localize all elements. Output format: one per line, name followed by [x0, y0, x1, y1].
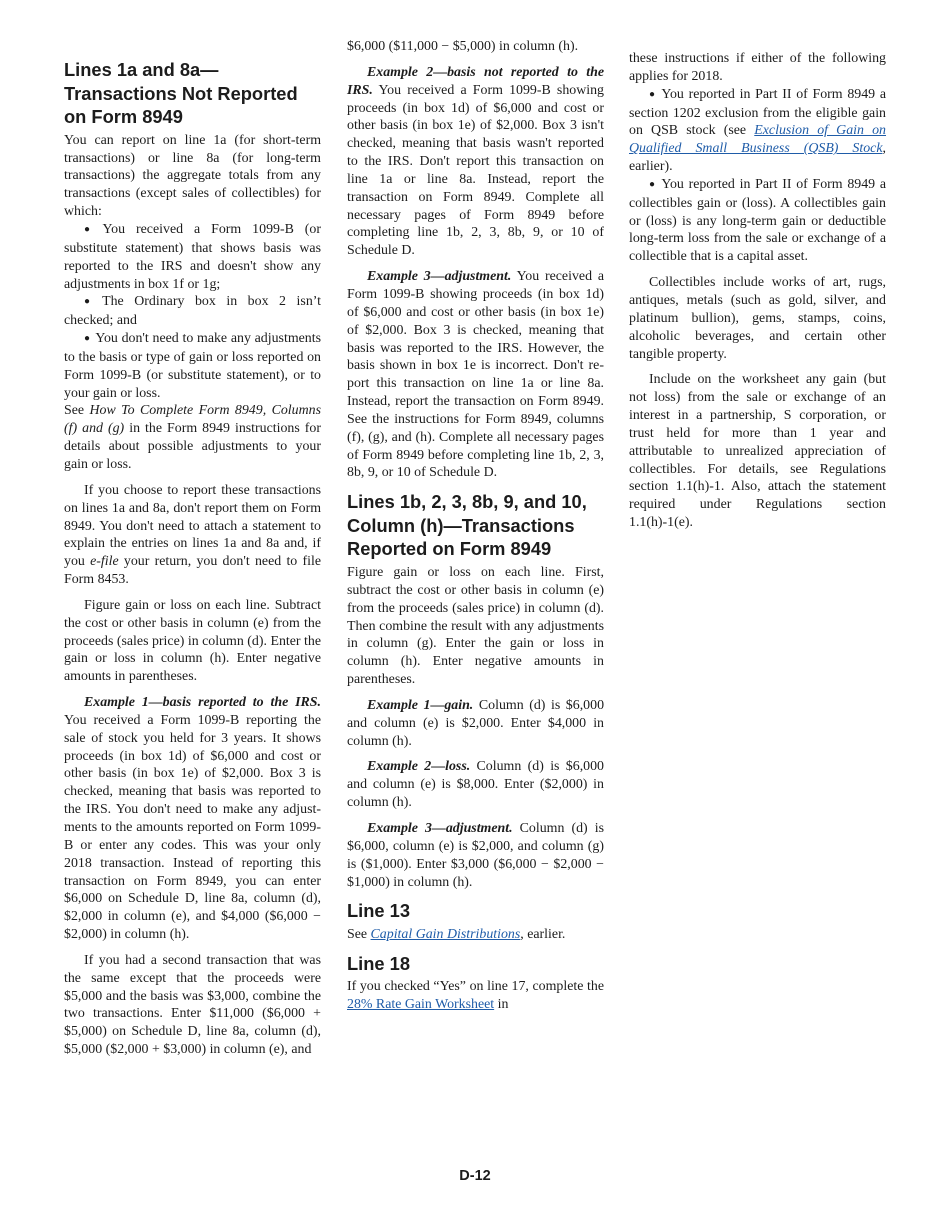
example-title: Example 1—basis reported to the IRS. — [84, 695, 321, 711]
bullet-icon: ● — [84, 224, 98, 235]
bullet-icon: ● — [649, 88, 657, 100]
heading-line-18: Line 18 — [347, 952, 410, 974]
paragraph-figure-gain: Figure gain or loss on each line. Subtract the cost or other basis in column (e) from the proceeds (sales price) in column (d). Enter the gain or loss in column (h). Enter negative amounts in parentheses. — [64, 597, 321, 685]
paragraph-line-18: If you checked “Yes” on line 17, complete the 28% Rate Gain Worksheet in — [347, 979, 604, 1013]
paragraph-continuation: $6,000 ($11,000 − $5,000) in column (h). — [347, 39, 579, 54]
example-adjustment-h: Example 3—adjustment. Column (d) is $6,000, column (e) is $2,000, and column (g) is ($1,000). Enter $3,000 ($6,000 − $2,000 − $1,000) in column (h). — [347, 821, 604, 890]
example-title: Example 3—adjustment. — [367, 269, 512, 285]
reference-form-8949-columns: How To Complete Form 8949, Columns (f) and (g) — [64, 403, 321, 437]
bullet-item: ● You don't need to make any adjustments to the basis or type of gain or loss reported on Form 1099-B (or substitute statement), or to your gain or loss. — [64, 331, 321, 401]
bullet-item: ● You reported in Part II of Form 8949 a collectibles gain or (loss). A collectibles gain or (loss) is any long-term gain or deductible long-term loss from the sale or exchange of a collectible that is a capital asset. — [629, 176, 887, 265]
bullet-icon: ● — [84, 333, 91, 345]
paragraph-include-worksheet: Include on the worksheet any gain (but not loss) from the sale or exchange of an interest in a partnership, S corporation, or trust held for more than 1 year and attributable to unrealized appreciation of collectibles. For details, see Regulations section 1.1(h)-1. Also, attach the statement required under Regulations section 1.1(h)-1(e). — [629, 372, 886, 531]
paragraph-report-choice: If you choose to report these transactions on lines 1a and 8a, don't report them on Form 8949. You don't need to attach a statement to explain the entries on lines 1a and 8a and, if you e-file your return, you don't need to file Form 8453. — [64, 482, 321, 588]
link-capital-gain-distributions[interactable]: Capital Gain Distributions — [370, 926, 521, 942]
example-title: Example 2—loss. — [367, 759, 471, 775]
paragraph-figure-gain-h: Figure gain or loss on each line. First, subtract the cost or other basis in column (e) from the proceeds (sales price) in column (d). Then combine the result with any adjustments in column (g). Enter the gain or loss in column (h). Enter negative amounts in parentheses. — [347, 565, 604, 688]
column-middle — [347, 38, 604, 1022]
paragraph-line-13: See Capital Gain Distributions, earlier. — [347, 926, 566, 942]
page-number: D-12 — [459, 1168, 491, 1184]
bullet-icon: ● — [84, 296, 98, 308]
heading-lines-1b-column-h: Lines 1b, 2, 3, 8b, 9, and 10, Column (h)—Transactions Reported on Form 8949 — [347, 491, 587, 560]
example-title: Example 2—basis not reported to the IRS. — [347, 64, 604, 98]
paragraph-see-reference: See How To Complete Form 8949, Columns (f) and (g) in the Form 8949 instructions for details about possible adjustments to your gain or loss. — [64, 403, 321, 472]
bullet-icon: ● — [649, 178, 657, 190]
bullet-item: ● You reported in Part II of Form 8949 a section 1202 exclusion from the eligible gain on QSB stock (see Exclusion of Gain on Qualified Small Business (QSB) Stock, earlier). — [629, 86, 887, 175]
example-title: Example 1—gain. — [367, 697, 474, 713]
column-left — [64, 52, 321, 1067]
example-title: Example 3—adjustment. — [367, 821, 513, 836]
bullet-item: ● The Ordinary box in box 2 isn’t checked; and — [64, 294, 321, 329]
link-exclusion-qsb-stock[interactable]: Exclusion of Gain on Qualified Small Business (QSB) Stock — [629, 123, 887, 157]
column-right — [629, 50, 886, 540]
paragraph-intro: You can report on line 1a (for short-term transactions) or line 8a (for long-term transactions) the aggregate totals from any transactions (except sales of collectibles) for which: — [64, 132, 321, 220]
example-3-adjustment: Example 3—adjustment. You received a Form 1099-B showing proceeds (in box 1d) of $6,000 and cost or other basis (in box 1e) of $2,000. Box 3 is checked, meaning that basis was reported to the IRS. However, the basis shown in box 1e is incorrect. Don't report this transaction on line 1a or line 8a. Instead, report the transaction on Form 8949. See the instructions for Form 8949, columns (f), (g), and (h). Complete all necessary pages of Form 8949 before completing line 1b, 2, 3, 8b, 9, or 10 of Schedule D. — [347, 269, 604, 481]
example-2-basis-not-reported: Example 2—basis not reported to the IRS. You received a Form 1099-B showing proceeds (in box 1d) of $6,000 and cost or other basis (in box 1e) of $2,000. Box 3 isn't checked, meaning that basis wasn't reported to the IRS. Don't report this transaction on line 1a or line 8a. Instead, report the transaction on Form 8949. Complete all necessary pages of Form 8949 before completing line 1b, 2, 3, 8b, 9, or 10 of Schedule D. — [347, 64, 604, 259]
efile-term: e-file — [90, 554, 119, 570]
link-28-rate-gain-worksheet[interactable]: 28% Rate Gain Worksheet — [347, 997, 495, 1013]
paragraph-collectibles: Collectibles include works of art, rugs, antiques, metals (such as gold, silver, and platinum bullion), gems, stamps, coins, alcoholic beverages, and certain other tangible property. — [629, 275, 886, 362]
bullet-item: ● You received a Form 1099-B (or substitute statement) that shows basis was reported to the IRS and doesn't show any adjustments in box 1f or 1g; — [64, 222, 321, 292]
example-loss: Example 2—loss. Column (d) is $6,000 and column (e) is $8,000. Enter ($2,000) in column (h). — [347, 759, 604, 811]
example-gain: Example 1—gain. Column (d) is $6,000 and column (e) is $2,000. Enter $4,000 in column (h). — [347, 697, 605, 749]
paragraph-second-transaction: If you had a second transaction that was the same except that the proceeds were $5,000 and the basis was $3,000, combine the two transactions. Enter $11,000 ($6,000 + $5,000) on Schedule D, line 8a, column (d), $5,000 ($2,000 + $3,000) in column (e), and — [64, 952, 321, 1058]
paragraph-continuation: these instructions if either of the following applies for 2018. — [629, 51, 886, 84]
example-1-basis-reported: Example 1—basis reported to the IRS. You received a Form 1099-B reporting the sale of stock you held for 3 years. It shows proceeds (in box 1d) of $6,000 and cost or other basis (in box 1e) of $2,000. Box 3 is checked, meaning that basis was reported to the IRS. You don't need to make any adjustments to the amounts reported on Form 1099-B or enter any codes. This was your only 2018 transaction. Instead of reporting this transaction on Form 8949, you can enter $6,000 on Schedule D, line 8a, column (d), $2,000 in column (e), and $4,000 ($6,000 − $2,000) in column (h). — [64, 695, 321, 943]
heading-line-13: Line 13 — [347, 900, 410, 922]
heading-lines-1a-8a: Lines 1a and 8a— Transactions Not Reported on Form 8949 — [64, 59, 298, 128]
